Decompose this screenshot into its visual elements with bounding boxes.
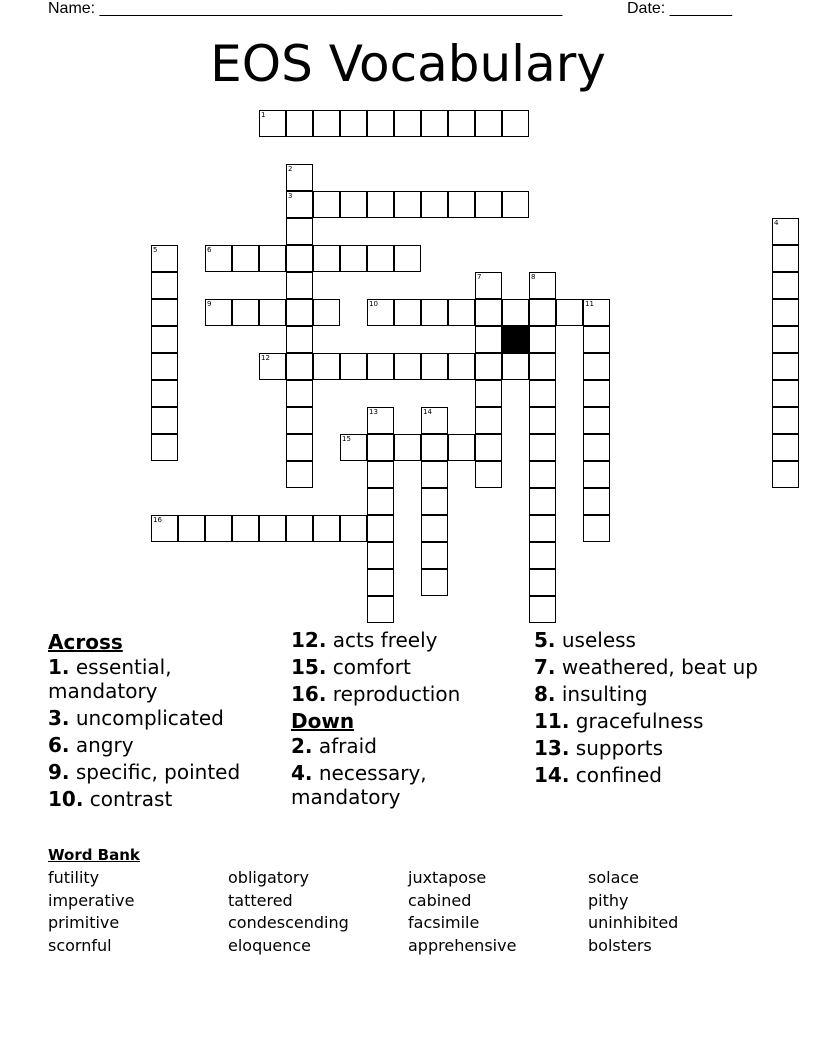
clue-item-text: useless: [555, 628, 636, 652]
grid-cell[interactable]: [313, 299, 340, 326]
grid-cell[interactable]: [394, 299, 421, 326]
clue-item: [534, 709, 764, 733]
grid-cell[interactable]: [259, 515, 286, 542]
grid-cell[interactable]: [529, 569, 556, 596]
clue-item-text: reproduction: [326, 682, 461, 706]
clue-item-text: afraid: [312, 734, 377, 758]
grid-cell[interactable]: [367, 191, 394, 218]
grid-cell[interactable]: [367, 569, 394, 596]
clue-item-number: 6.: [48, 733, 70, 757]
clue-item: [48, 733, 278, 757]
clue-item-text: angry: [69, 733, 134, 757]
clue-number: 7: [477, 273, 482, 281]
grid-cell[interactable]: [394, 353, 421, 380]
grid-cell[interactable]: [151, 299, 178, 326]
grid-cell[interactable]: [772, 299, 799, 326]
grid-cell[interactable]: [583, 434, 610, 461]
grid-cell[interactable]: [475, 326, 502, 353]
clue-number: 15: [342, 435, 351, 443]
grid-cell[interactable]: [421, 569, 448, 596]
grid-cell[interactable]: [151, 326, 178, 353]
grid-cell[interactable]: [583, 461, 610, 488]
grid-cell[interactable]: [772, 218, 799, 245]
clue-item-number: 11.: [534, 709, 570, 733]
clue-column-3: [534, 628, 764, 790]
clue-column-1: [48, 628, 278, 814]
grid-cell[interactable]: [502, 353, 529, 380]
clue-item-text: weathered, beat up: [555, 655, 758, 679]
grid-cell[interactable]: [259, 353, 286, 380]
grid-cell[interactable]: [286, 434, 313, 461]
grid-cell[interactable]: [340, 434, 367, 461]
word-bank: [48, 867, 768, 963]
clue-item-text: insulting: [555, 682, 648, 706]
grid-cell[interactable]: [448, 110, 475, 137]
grid-cell[interactable]: [772, 353, 799, 380]
grid-cell[interactable]: [151, 407, 178, 434]
grid-cell[interactable]: [259, 110, 286, 137]
clue-item: [48, 655, 278, 703]
clue-item-number: 16.: [291, 682, 327, 706]
grid-cell[interactable]: [232, 515, 259, 542]
clue-item-number: 15.: [291, 655, 327, 679]
grid-cell[interactable]: [421, 407, 448, 434]
grid-cell[interactable]: [502, 299, 529, 326]
clue-item-number: 3.: [48, 706, 70, 730]
grid-cell[interactable]: [772, 326, 799, 353]
across-heading: Across: [48, 630, 123, 654]
grid-cell[interactable]: [340, 110, 367, 137]
grid-cell[interactable]: [529, 353, 556, 380]
grid-cell[interactable]: [772, 461, 799, 488]
grid-cell[interactable]: [421, 542, 448, 569]
grid-cell[interactable]: [475, 434, 502, 461]
clue-item-number: 2.: [291, 734, 313, 758]
word-bank-item: obligatory: [228, 868, 309, 887]
clue-item: [534, 655, 764, 679]
grid-cell[interactable]: [313, 353, 340, 380]
clue-number: 12: [261, 354, 270, 362]
word-bank-item: eloquence: [228, 936, 311, 956]
clue-number: 16: [153, 516, 162, 524]
grid-cell[interactable]: [205, 299, 232, 326]
grid-cell[interactable]: [151, 380, 178, 407]
grid-cell[interactable]: [286, 326, 313, 353]
clue-item-text: necessary, mandatory: [291, 761, 427, 809]
clue-item-number: 4.: [291, 761, 313, 785]
grid-cell[interactable]: [502, 191, 529, 218]
clue-number: 2: [288, 165, 293, 173]
grid-cell[interactable]: [421, 434, 448, 461]
word-bank-title: Word Bank: [48, 846, 140, 864]
grid-cell[interactable]: [529, 596, 556, 623]
black-square: [502, 326, 529, 353]
clue-item: [291, 761, 521, 809]
grid-cell[interactable]: [502, 110, 529, 137]
clue-item-number: 7.: [534, 655, 556, 679]
word-bank-item: tattered: [228, 890, 293, 910]
word-bank-item: uninhibited: [588, 913, 679, 933]
grid-cell[interactable]: [151, 434, 178, 461]
clue-item-number: 1.: [48, 655, 70, 679]
clue-number: 3: [288, 192, 293, 200]
grid-cell[interactable]: [772, 407, 799, 434]
grid-cell[interactable]: [529, 542, 556, 569]
grid-cell[interactable]: [313, 191, 340, 218]
grid-cell[interactable]: [286, 272, 313, 299]
grid-cell[interactable]: [286, 461, 313, 488]
grid-cell[interactable]: [475, 380, 502, 407]
clue-item: [48, 706, 278, 730]
clue-item: [534, 763, 764, 787]
grid-cell[interactable]: [313, 245, 340, 272]
grid-cell[interactable]: [529, 272, 556, 299]
grid-cell[interactable]: [367, 353, 394, 380]
grid-cell[interactable]: [475, 299, 502, 326]
grid-cell[interactable]: [367, 488, 394, 515]
grid-cell[interactable]: [286, 407, 313, 434]
grid-cell[interactable]: [151, 245, 178, 272]
grid-cell[interactable]: [394, 191, 421, 218]
clue-item-text: contrast: [83, 787, 173, 811]
clue-item-text: comfort: [326, 655, 411, 679]
grid-cell[interactable]: [583, 407, 610, 434]
grid-cell[interactable]: [340, 191, 367, 218]
grid-cell[interactable]: [421, 299, 448, 326]
word-bank-item: facsimile: [408, 913, 480, 933]
clue-item-text: specific, pointed: [69, 760, 241, 784]
grid-cell[interactable]: [367, 434, 394, 461]
grid-cell[interactable]: [583, 299, 610, 326]
clue-number: 4: [774, 219, 779, 227]
grid-cell[interactable]: [286, 218, 313, 245]
grid-cell[interactable]: [259, 245, 286, 272]
clue-item-number: 12.: [291, 628, 327, 652]
clue-number: 9: [207, 300, 212, 308]
grid-cell[interactable]: [286, 164, 313, 191]
grid-cell[interactable]: [475, 407, 502, 434]
clue-column-2: [291, 628, 521, 812]
grid-cell[interactable]: [529, 326, 556, 353]
grid-cell[interactable]: [772, 380, 799, 407]
grid-cell[interactable]: [448, 434, 475, 461]
clue-number: 10: [369, 300, 378, 308]
grid-cell[interactable]: [394, 245, 421, 272]
grid-cell[interactable]: [313, 110, 340, 137]
grid-cell[interactable]: [340, 353, 367, 380]
clue-number: 13: [369, 408, 378, 416]
clue-number: 5: [153, 246, 158, 254]
grid-cell[interactable]: [772, 245, 799, 272]
clue-item: [534, 736, 764, 760]
grid-cell[interactable]: [475, 272, 502, 299]
word-bank-item: pithy: [588, 890, 629, 910]
word-bank-item: primitive: [48, 913, 120, 933]
grid-cell[interactable]: [286, 191, 313, 218]
grid-cell[interactable]: [340, 245, 367, 272]
grid-cell[interactable]: [475, 110, 502, 137]
grid-cell[interactable]: [232, 245, 259, 272]
grid-cell[interactable]: [151, 272, 178, 299]
clue-item: [291, 734, 521, 758]
down-heading: Down: [291, 709, 355, 733]
grid-cell[interactable]: [286, 515, 313, 542]
clue-item-number: 13.: [534, 736, 570, 760]
grid-cell[interactable]: [529, 488, 556, 515]
clue-item-number: 5.: [534, 628, 556, 652]
grid-cell[interactable]: [340, 515, 367, 542]
grid-cell[interactable]: [421, 488, 448, 515]
clue-item-number: 14.: [534, 763, 570, 787]
grid-cell[interactable]: [286, 353, 313, 380]
clue-item-number: 10.: [48, 787, 84, 811]
grid-cell[interactable]: [448, 299, 475, 326]
grid-cell[interactable]: [367, 299, 394, 326]
grid-cell[interactable]: [259, 299, 286, 326]
word-bank-item: futility: [48, 868, 100, 887]
grid-cell[interactable]: [367, 110, 394, 137]
grid-cell[interactable]: [151, 353, 178, 380]
word-bank-item: cabined: [408, 890, 472, 910]
grid-cell[interactable]: [394, 110, 421, 137]
word-bank-item: bolsters: [588, 936, 652, 956]
grid-cell[interactable]: [529, 461, 556, 488]
grid-cell[interactable]: [529, 380, 556, 407]
grid-cell[interactable]: [367, 461, 394, 488]
grid-cell[interactable]: [394, 434, 421, 461]
grid-cell[interactable]: [583, 326, 610, 353]
page-title: EOS Vocabulary: [210, 35, 606, 93]
grid-cell[interactable]: [205, 515, 232, 542]
clue-item-text: supports: [569, 736, 664, 760]
grid-cell[interactable]: [178, 515, 205, 542]
clue-number: 14: [423, 408, 432, 416]
grid-cell[interactable]: [529, 299, 556, 326]
clue-item: [48, 787, 278, 811]
grid-cell[interactable]: [367, 542, 394, 569]
grid-cell[interactable]: [475, 353, 502, 380]
clue-number: 1: [261, 111, 266, 119]
grid-cell[interactable]: [421, 191, 448, 218]
grid-cell[interactable]: [529, 434, 556, 461]
clue-number: 11: [585, 300, 594, 308]
grid-cell[interactable]: [421, 515, 448, 542]
grid-cell[interactable]: [367, 515, 394, 542]
word-bank-item: juxtapose: [408, 868, 487, 887]
word-bank-item: condescending: [228, 913, 349, 933]
clue-item-number: 8.: [534, 682, 556, 706]
date-field-label[interactable]: Date: _______: [627, 0, 732, 17]
grid-cell[interactable]: [421, 110, 448, 137]
grid-cell[interactable]: [286, 299, 313, 326]
clue-item-text: essential, mandatory: [48, 655, 172, 703]
grid-cell[interactable]: [286, 380, 313, 407]
clue-number: 6: [207, 246, 212, 254]
grid-cell[interactable]: [475, 461, 502, 488]
grid-cell[interactable]: [448, 353, 475, 380]
grid-cell[interactable]: [583, 353, 610, 380]
grid-cell[interactable]: [205, 245, 232, 272]
word-bank-item: solace: [588, 868, 640, 887]
grid-cell[interactable]: [286, 110, 313, 137]
grid-cell[interactable]: [421, 353, 448, 380]
clue-item: [48, 760, 278, 784]
clue-number: 8: [531, 273, 536, 281]
grid-cell[interactable]: [583, 488, 610, 515]
clue-item-number: 9.: [48, 760, 70, 784]
grid-cell[interactable]: [529, 407, 556, 434]
name-field-label[interactable]: Name: ____________________________________________________: [48, 0, 563, 17]
grid-cell[interactable]: [583, 380, 610, 407]
word-bank-item: apprehensive: [408, 936, 517, 956]
grid-cell[interactable]: [583, 515, 610, 542]
grid-cell[interactable]: [772, 434, 799, 461]
clue-item: [534, 628, 764, 652]
grid-cell[interactable]: [313, 515, 340, 542]
clue-item: [291, 655, 521, 679]
grid-cell[interactable]: [367, 407, 394, 434]
word-bank-item: imperative: [48, 890, 135, 910]
clue-item: [534, 682, 764, 706]
grid-cell[interactable]: [367, 245, 394, 272]
grid-cell[interactable]: [286, 245, 313, 272]
clue-item: [291, 628, 521, 652]
grid-cell[interactable]: [151, 515, 178, 542]
clue-item-text: uncomplicated: [69, 706, 224, 730]
grid-cell[interactable]: [367, 596, 394, 623]
clue-item: [291, 682, 521, 706]
grid-cell[interactable]: [232, 299, 259, 326]
grid-cell[interactable]: [556, 299, 583, 326]
word-bank-item: scornful: [48, 936, 112, 956]
grid-cell[interactable]: [475, 191, 502, 218]
grid-cell[interactable]: [421, 461, 448, 488]
grid-cell[interactable]: [772, 272, 799, 299]
grid-cell[interactable]: [529, 515, 556, 542]
clue-item-text: acts freely: [326, 628, 438, 652]
clue-item-text: gracefulness: [569, 709, 704, 733]
clue-item-text: confined: [569, 763, 662, 787]
grid-cell[interactable]: [448, 191, 475, 218]
